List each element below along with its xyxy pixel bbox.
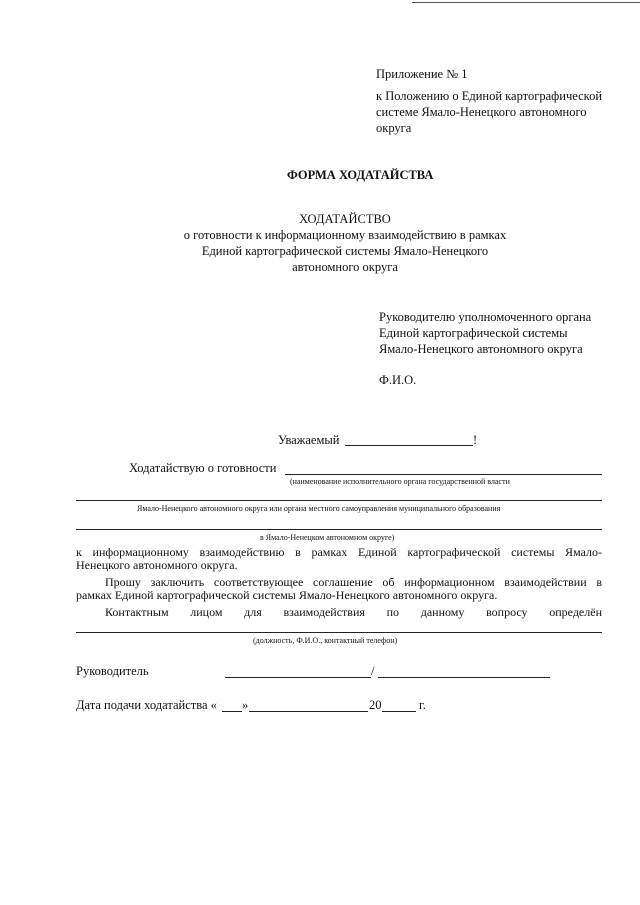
appendix-reference-line-3: округа	[376, 121, 412, 135]
top-edge-line	[412, 2, 640, 3]
petition-subject-line-3: автономного округа	[292, 260, 398, 274]
caption-municipal: Ямало-Ненецкого автономного округа или органа местного самоуправления муниципального образования	[137, 504, 501, 513]
greeting-prefix: Уважаемый	[278, 433, 340, 447]
paragraph-2-line-2: рамках Единой картографической системы Ямало-Ненецкого автономного округа.	[76, 588, 498, 602]
appendix-number: Приложение № 1	[376, 67, 468, 81]
submission-quote-close: »	[242, 698, 249, 712]
greeting-name-field[interactable]	[345, 445, 473, 446]
signature-field[interactable]	[225, 677, 371, 678]
submission-year-suffix: г.	[419, 698, 426, 712]
authority-name-field[interactable]	[285, 474, 602, 475]
addressee-line-2: Единой картографической системы	[379, 326, 568, 340]
petition-subject-line-2: Единой картографической системы Ямало-Ненецкого	[201, 244, 489, 258]
greeting-suffix: !	[473, 433, 478, 447]
appendix-reference-line-2: системе Ямало-Ненецкого автономного	[376, 105, 587, 119]
addressee-fio: Ф.И.О.	[379, 373, 417, 387]
signature-separator: /	[371, 664, 375, 678]
paragraph-2-line-1: Прошу заключить соответствующее соглашение об информационном взаимодействии в	[105, 575, 602, 589]
signature-label: Руководитель	[76, 664, 149, 678]
signature-name-field[interactable]	[378, 677, 550, 678]
petition-subject-line-1: о готовности к информационному взаимодействию в рамках	[183, 228, 507, 242]
addressee-line-1: Руководителю уполномоченного органа	[379, 310, 592, 324]
petition-heading: ХОДАТАЙСТВО	[299, 212, 391, 226]
paragraph-1-line-2: Ненецкого автономного округа.	[76, 558, 238, 572]
submission-year-prefix: 20	[369, 698, 382, 712]
caption-contact: (должность, Ф.И.О., контактный телефон)	[253, 636, 398, 645]
form-title: ФОРМА ХОДАТАЙСТВА	[287, 168, 434, 182]
caption-authority: (наименование исполнительного органа государственной власти	[290, 477, 510, 486]
paragraph-1-line-1: к информационному взаимодействию в рамках Единой картографической системы Ямало-	[76, 545, 602, 559]
submission-year-field[interactable]	[382, 711, 416, 712]
authority-name-field-3[interactable]	[76, 529, 602, 530]
submission-month-field[interactable]	[249, 711, 368, 712]
readiness-label: Ходатайствую о готовности	[129, 461, 277, 475]
submission-label: Дата подачи ходатайства «	[76, 698, 217, 712]
submission-day-field[interactable]	[222, 711, 242, 712]
appendix-reference-line-1: к Положению о Единой картографической	[376, 89, 603, 103]
contact-person-field[interactable]	[76, 632, 602, 633]
addressee-line-3: Ямало-Ненецкого автономного округа	[379, 342, 583, 356]
contact-line: Контактным лицом для взаимодействия по данному вопросу определён	[105, 605, 602, 619]
caption-in-okrug: в Ямало-Ненецком автономном округе)	[260, 533, 395, 542]
authority-name-field-2[interactable]	[76, 500, 602, 501]
